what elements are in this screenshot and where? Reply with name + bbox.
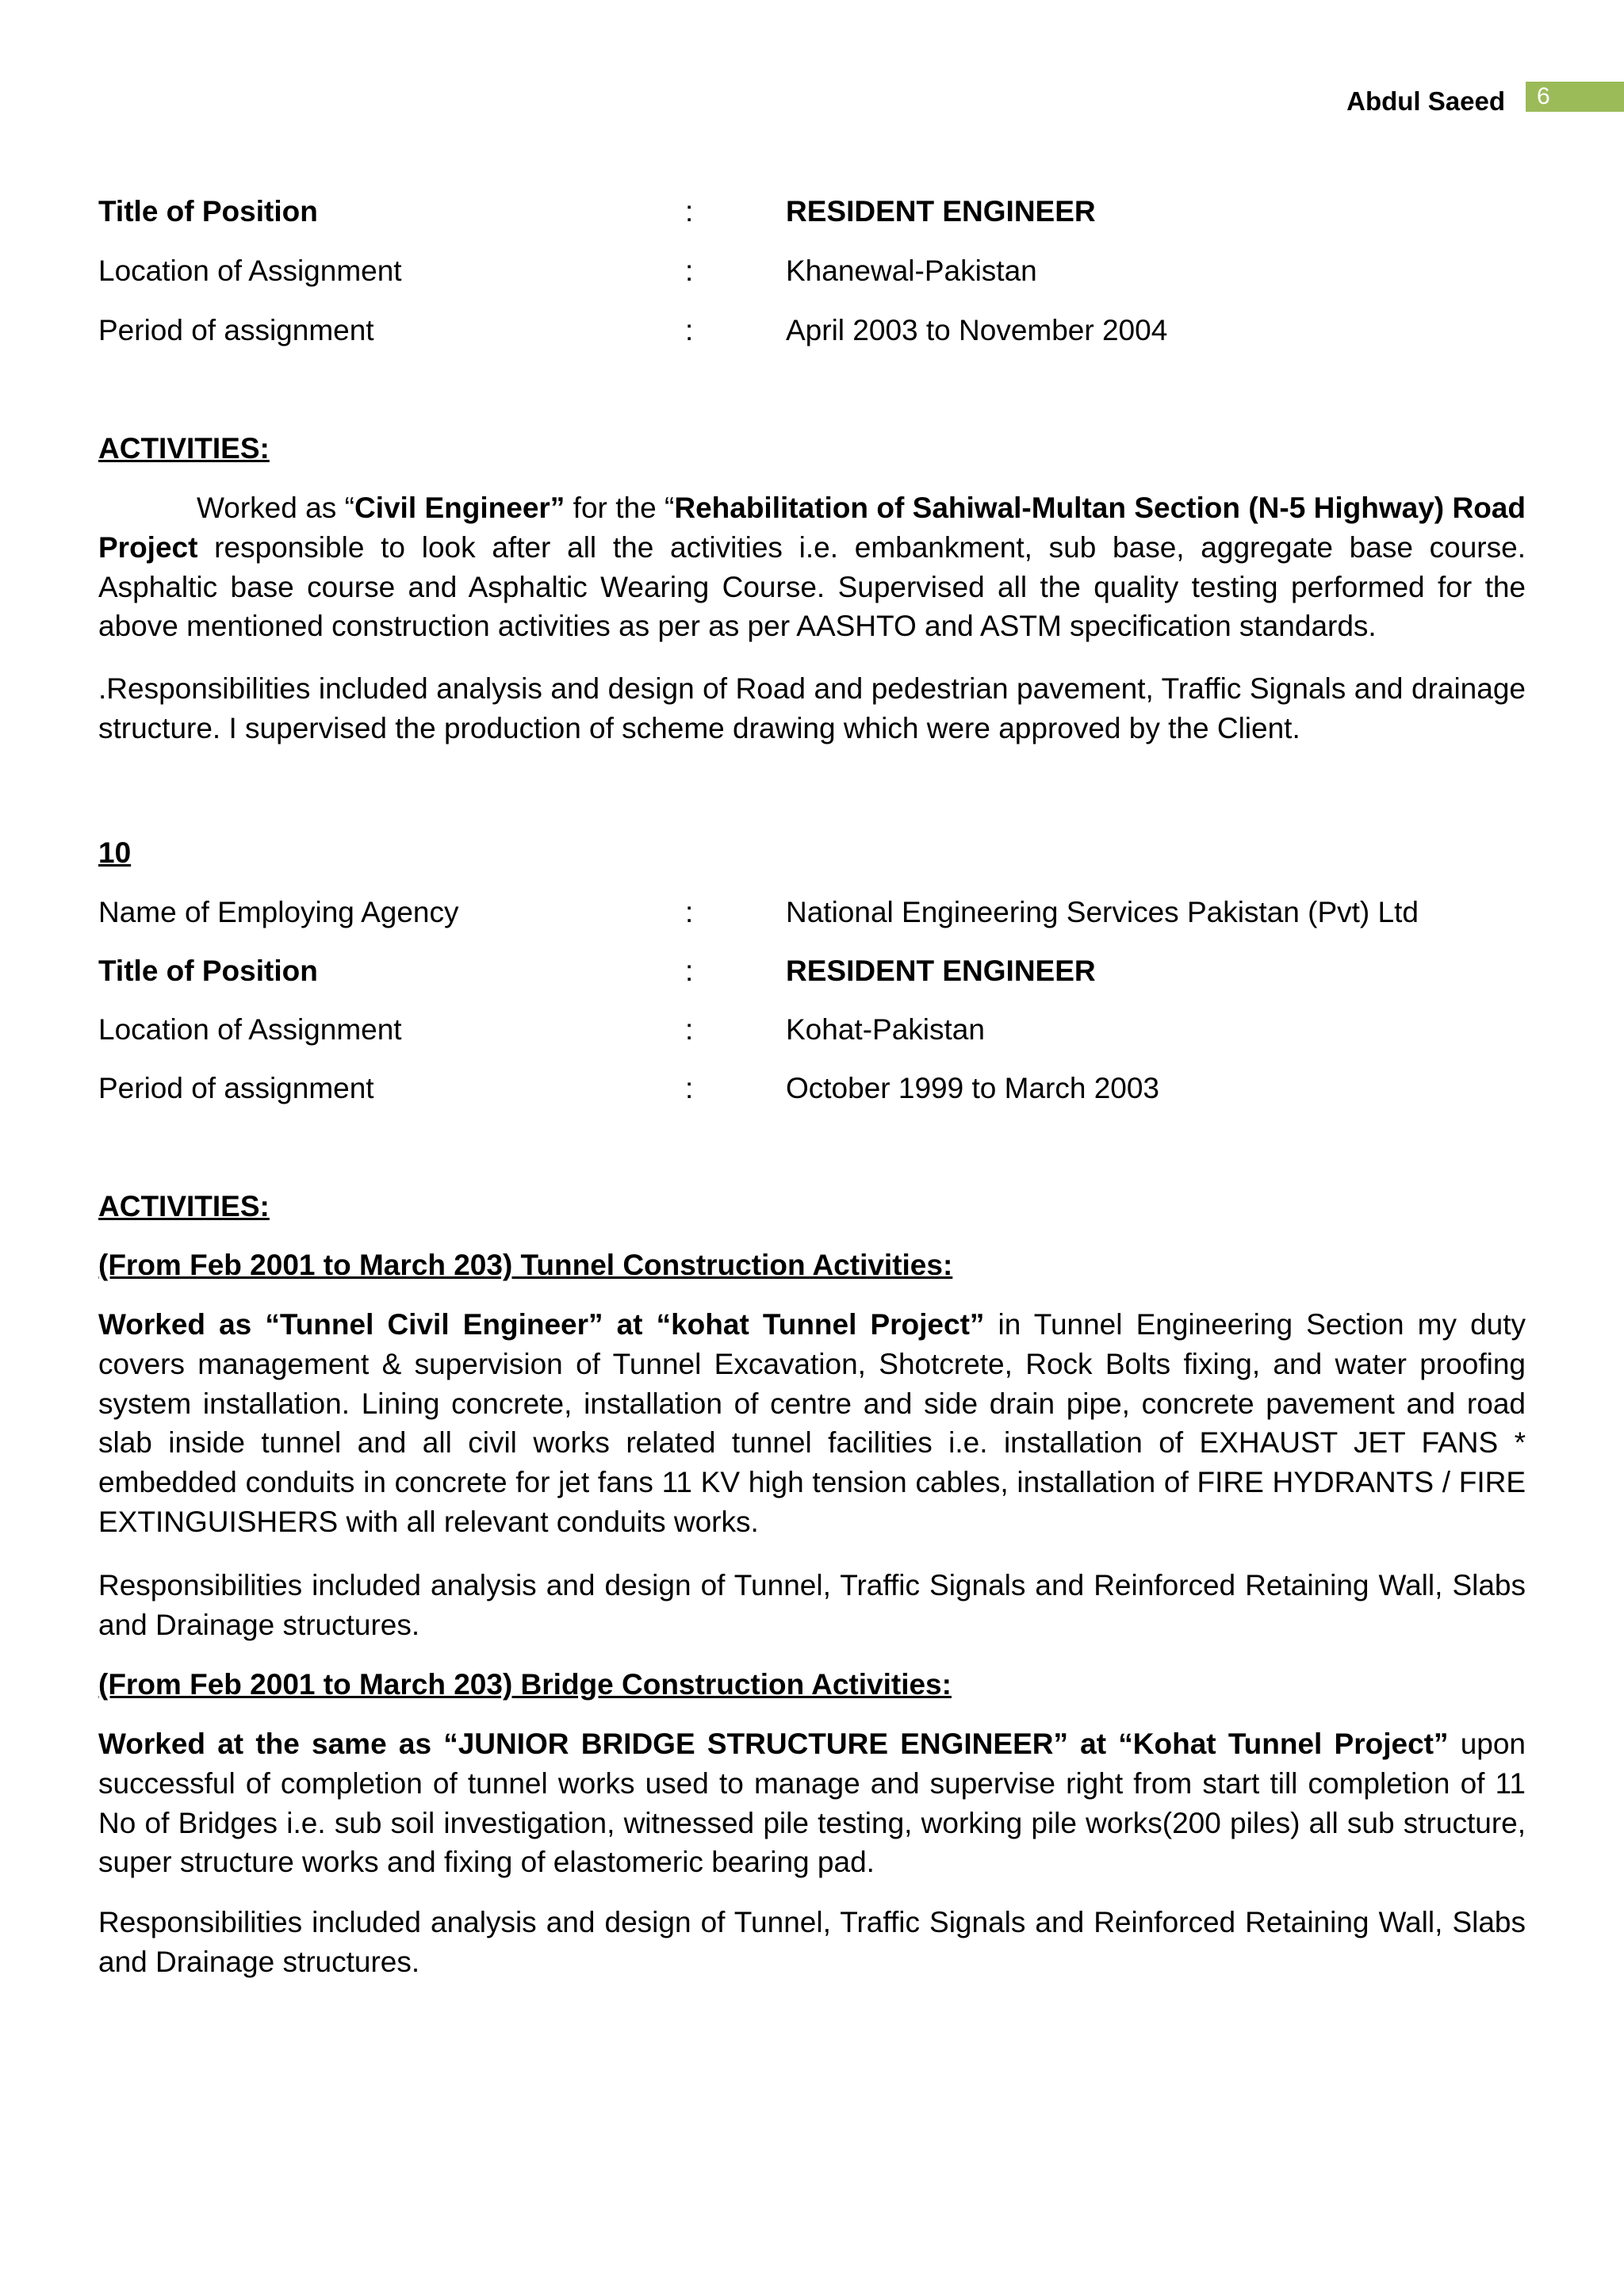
field-colon: : <box>685 195 694 228</box>
tunnel-activities-heading: (From Feb 2001 to March 203) Tunnel Construction Activities: <box>98 1249 953 1281</box>
field-colon: : <box>685 896 694 928</box>
field-value: April 2003 to November 2004 <box>786 314 1168 346</box>
bridge-activities-heading: (From Feb 2001 to March 203) Bridge Construction Activities: <box>98 1668 952 1701</box>
header-author-name: Abdul Saeed <box>1346 86 1505 116</box>
field-row-location <box>98 251 1526 291</box>
field-label: Period of assignment <box>98 314 374 346</box>
field-row-location <box>98 1010 1526 1050</box>
field-row-period <box>98 1069 1526 1108</box>
paragraph-text: for the “ <box>565 492 675 524</box>
field-colon: : <box>685 1013 694 1046</box>
field-row-title-of-position <box>98 192 1526 232</box>
field-row-title-of-position <box>98 951 1526 991</box>
paragraph-bold-text: Civil Engineer” <box>354 492 565 524</box>
tunnel-responsibilities-paragraph: Responsibilities included analysis and design of Tunnel, Traffic Signals and Reinforced Retaining Wall, Slabs and Drainage structures. <box>98 1569 1526 1641</box>
paragraph-bold-text: Worked as “Tunnel Civil Engineer” at “kohat Tunnel Project” <box>98 1308 985 1341</box>
field-label: Location of Assignment <box>98 254 402 287</box>
responsibilities-paragraph: .Responsibilities included analysis and design of Road and pedestrian pavement, Traffic Signals and drainage structure. I supervised the production of scheme drawing which were approved by the Client. <box>98 672 1526 744</box>
activity-paragraph <box>98 488 1526 646</box>
field-label: Title of Position <box>98 955 318 987</box>
field-value: RESIDENT ENGINEER <box>786 195 1096 228</box>
paragraph-text: in Tunnel Engineering Section my duty covers management & supervision of Tunnel Excavation, Shotcrete, Rock Bolts fixing, and water proofing system installation. Lining concrete, installation of centre and side drain pipe, concrete pavement and road slab inside tunnel and all civil works related tunnel facilities i.e. installation of EXHAUST JET FANS * embedded conduits in concrete for jet fans 11 KV high tension cables, installation of FIRE HYDRANTS / FIRE EXTINGUISHERS with all relevant conduits works. <box>98 1308 1526 1538</box>
field-colon: : <box>685 955 694 987</box>
field-label: Period of assignment <box>98 1072 374 1104</box>
field-label: Title of Position <box>98 195 318 228</box>
bridge-activity-paragraph <box>98 1724 1526 1882</box>
field-colon: : <box>685 254 694 287</box>
paragraph-text: Worked as “ <box>197 492 354 524</box>
field-value: Khanewal-Pakistan <box>786 254 1037 287</box>
paragraph-bold-text: Rehabilitation of Sahiwal-Multan Section (N-5 Highway) Road Project <box>98 492 1526 564</box>
paragraph-bold-text: Worked at the same as “JUNIOR BRIDGE STRUCTURE ENGINEER” at “Kohat Tunnel Project” <box>98 1728 1449 1760</box>
bridge-responsibilities-paragraph: Responsibilities included analysis and design of Tunnel, Traffic Signals and Reinforced Retaining Wall, Slabs and Drainage structures. <box>98 1906 1526 1978</box>
field-value: National Engineering Services Pakistan (Pvt) Ltd <box>786 896 1419 928</box>
activities-heading: ACTIVITIES: <box>98 432 270 465</box>
field-label: Location of Assignment <box>98 1013 402 1046</box>
field-value: October 1999 to March 2003 <box>786 1072 1160 1104</box>
field-row-period <box>98 311 1526 350</box>
field-value: Kohat-Pakistan <box>786 1013 985 1046</box>
field-colon: : <box>685 314 694 346</box>
section-number: 10 <box>98 836 132 869</box>
field-label: Name of Employing Agency <box>98 896 459 928</box>
field-colon: : <box>685 1072 694 1104</box>
field-value: RESIDENT ENGINEER <box>786 955 1096 987</box>
tunnel-activity-paragraph <box>98 1305 1526 1542</box>
paragraph-text: responsible to look after all the activities i.e. embankment, sub base, aggregate base course. Asphaltic base course and Asphaltic Wearing Course. Supervised all the quality testing performed for the above mentioned construction activities as per as per AASHTO and ASTM specification standards. <box>98 530 1526 643</box>
activities-heading: ACTIVITIES: <box>98 1190 270 1223</box>
page-number-badge: 6 <box>1526 82 1624 112</box>
paragraph-text: upon successful of completion of tunnel works used to manage and supervise right from start till completion of 11 No of Bridges i.e. sub soil investigation, witnessed pile testing, working pile works(200 piles) all sub structure, super structure works and fixing of elastomeric bearing pad. <box>98 1728 1526 1879</box>
field-row-employing-agency <box>98 893 1526 932</box>
